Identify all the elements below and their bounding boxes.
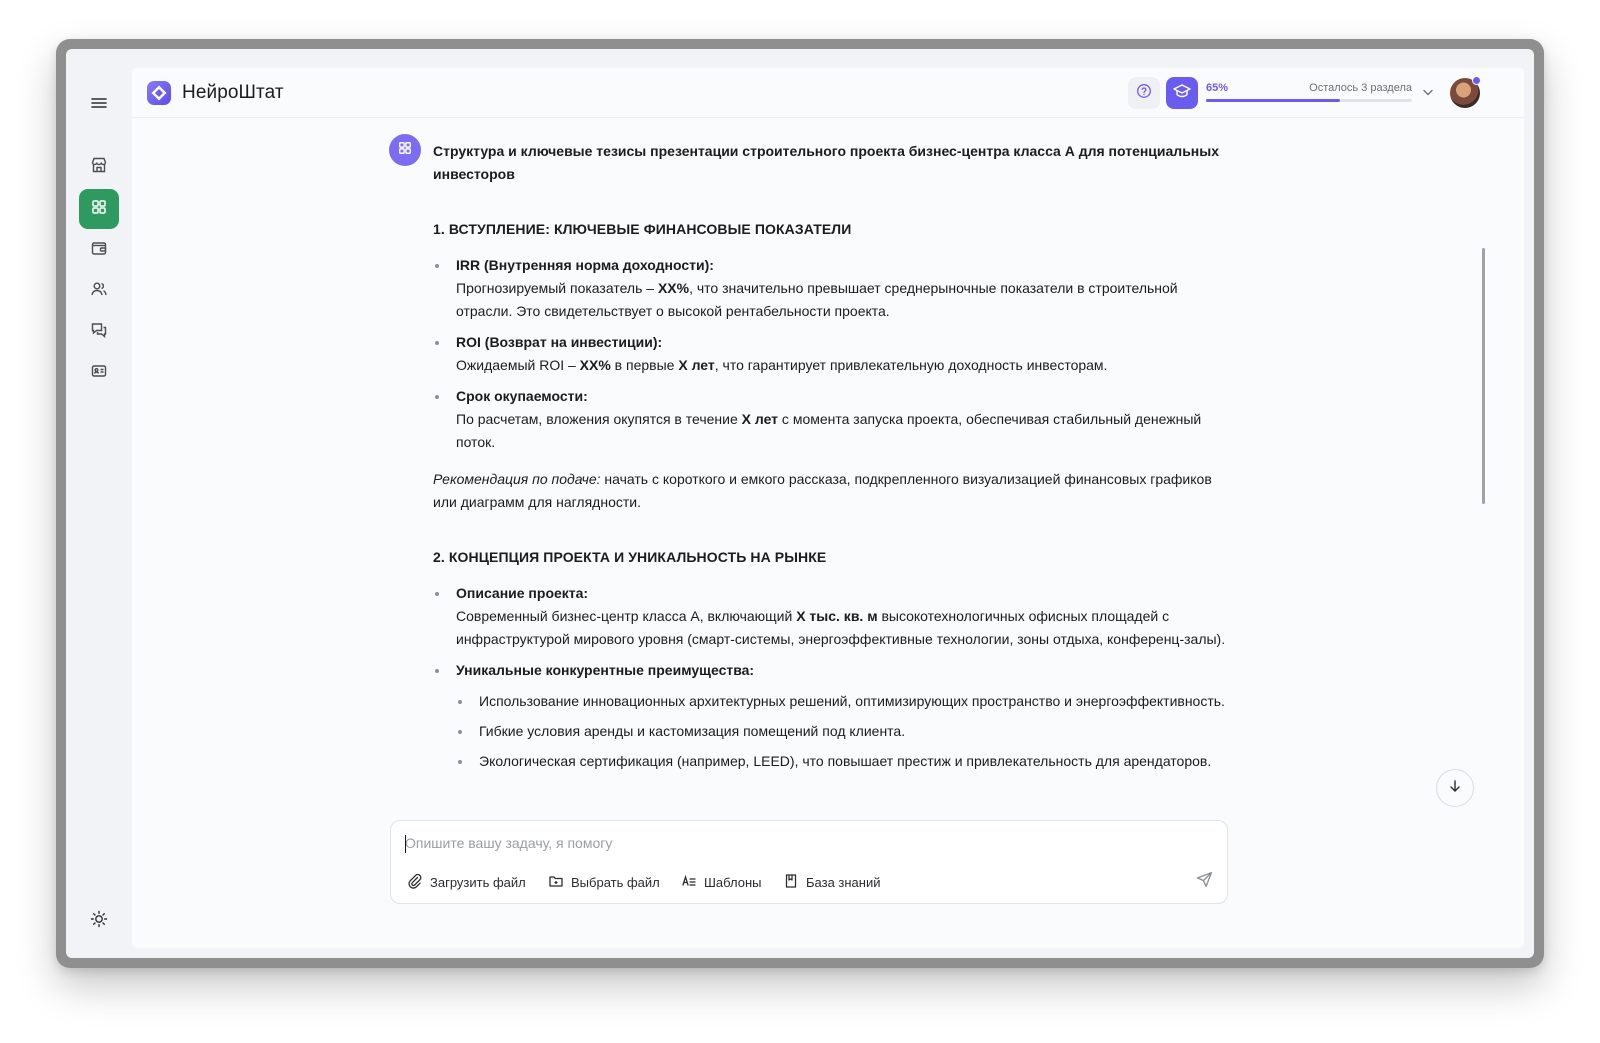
roi-text-end: , что гарантирует привлекательную доходность инвесторам.	[714, 357, 1108, 373]
id-card-icon	[90, 362, 108, 385]
section-1-list	[433, 254, 1233, 454]
templates-label: Шаблоны	[704, 874, 762, 890]
list-item: Использование инновационных архитектурных решений, оптимизирующих пространство и энергоэффективность.	[456, 690, 1233, 713]
graduation-cap-icon	[1173, 83, 1191, 104]
list-item	[433, 385, 1233, 454]
upload-file-button[interactable]	[407, 871, 526, 893]
upload-file-label: Загрузить файл	[430, 874, 526, 890]
composer	[390, 820, 1228, 904]
prompt-input[interactable]	[405, 835, 1105, 851]
payback-text-end: с момента запуска проекта, обеспечивая стабильный денежный поток.	[456, 411, 1202, 450]
roi-years: X лет	[678, 357, 715, 373]
notification-dot	[1472, 76, 1481, 85]
payback-text: По расчетам, вложения окупятся в течение	[456, 411, 742, 427]
progress-remaining: Осталось 3 раздела	[1309, 82, 1412, 94]
recommendation	[433, 468, 1233, 514]
brand-name: НейроШтат	[182, 82, 284, 103]
users-icon	[90, 280, 108, 303]
logo-icon	[146, 80, 172, 106]
roi-label: ROI (Возврат на инвестиции):	[456, 334, 663, 350]
text-caret	[405, 835, 406, 853]
choose-file-button[interactable]	[548, 871, 660, 893]
book-icon	[783, 873, 799, 892]
chat-content	[132, 118, 1524, 818]
scrollbar[interactable]	[1482, 248, 1485, 504]
help-button[interactable]	[1128, 77, 1160, 109]
description-text-end: высокотехнологичных офисных площадей с инфраструктурой мирового уровня (смарт-системы, энергоэффективные технологии, зоны отдыха, конференц-залы).	[456, 608, 1226, 647]
send-icon	[1196, 871, 1213, 893]
description-label: Описание проекта:	[456, 585, 589, 601]
grid-icon	[398, 141, 412, 160]
advantages-label: Уникальные конкурентные преимущества:	[456, 662, 755, 678]
chevron-down-icon[interactable]	[1421, 85, 1435, 99]
roi-value: XX%	[579, 357, 611, 373]
section-1-heading: 1. ВСТУПЛЕНИЕ: КЛЮЧЕВЫЕ ФИНАНСОВЫЕ ПОКАЗАТЕЛИ	[433, 221, 852, 237]
list-item: Экологическая сертификация (например, LEED), что повышает престиж и привлекательность для арендаторов.	[456, 750, 1233, 773]
nav-store[interactable]	[79, 147, 119, 187]
payback-years: X лет	[741, 411, 779, 427]
progress-fill	[1206, 99, 1340, 102]
recommendation-text: начать с короткого и емкого рассказа, подкрепленного визуализацией финансовых графиков или диаграмм для наглядности.	[433, 471, 1212, 510]
arrow-down-icon	[1448, 779, 1462, 798]
irr-text-end: , что значительно превышает среднерыночные показатели в строительной отрасли. Это свидетельствует о высокой рентабельности проекта.	[456, 280, 1178, 319]
irr-value: XX%	[657, 280, 690, 296]
templates-icon	[681, 873, 697, 892]
folder-icon	[548, 873, 564, 892]
irr-label: IRR (Внутренняя норма доходности):	[456, 257, 714, 273]
menu-icon[interactable]	[88, 92, 110, 114]
left-rail	[66, 49, 132, 958]
chat-icon	[90, 321, 108, 344]
list-item	[433, 659, 1233, 773]
assistant-message	[433, 140, 1233, 781]
section-2-list	[433, 582, 1233, 773]
send-button[interactable]	[1193, 871, 1215, 893]
paperclip-icon	[407, 873, 423, 892]
sun-icon[interactable]	[88, 908, 110, 930]
choose-file-label: Выбрать файл	[571, 874, 660, 890]
nav-id-card[interactable]	[79, 353, 119, 393]
roi-text-mid: в первые	[610, 357, 679, 373]
list-item: Гибкие условия аренды и кастомизация помещений под клиента.	[456, 720, 1233, 743]
progress-percent: 65%	[1206, 82, 1229, 94]
description-area: X тыс. кв. м	[796, 608, 878, 624]
section-2-heading: 2. КОНЦЕПЦИЯ ПРОЕКТА И УНИКАЛЬНОСТЬ НА РЫНКЕ	[433, 549, 827, 565]
recommendation-label: Рекомендация по подаче:	[433, 471, 601, 487]
app-screen	[66, 49, 1534, 958]
help-icon	[1136, 83, 1152, 104]
knowledge-base-label: База знаний	[806, 874, 881, 890]
main-panel	[132, 68, 1524, 948]
list-item	[433, 254, 1233, 323]
wallet-icon	[90, 239, 108, 262]
list-item	[433, 331, 1233, 377]
assistant-avatar	[389, 134, 421, 166]
progress-bar	[1206, 99, 1412, 102]
templates-button[interactable]	[681, 871, 762, 893]
list-item	[433, 582, 1233, 651]
nav-chat[interactable]	[79, 312, 119, 352]
grid-icon	[91, 199, 107, 220]
description-text: Современный бизнес-центр класса А, включающий	[456, 608, 797, 624]
store-icon	[90, 156, 108, 179]
nav-grid[interactable]	[79, 189, 119, 229]
nav-users[interactable]	[79, 271, 119, 311]
knowledge-base-button[interactable]	[783, 871, 881, 893]
scroll-down-button[interactable]	[1436, 769, 1474, 807]
top-bar	[132, 68, 1524, 118]
device-frame	[56, 39, 1544, 968]
advantages-list	[456, 690, 1233, 773]
nav-wallet[interactable]	[79, 230, 119, 270]
course-button[interactable]	[1166, 77, 1198, 109]
roi-text: Ожидаемый ROI –	[456, 357, 580, 373]
message-title: Структура и ключевые тезисы презентации строительного проекта бизнес-центра класса А для потенциальных инвесторов	[433, 143, 1220, 182]
payback-label: Срок окупаемости:	[456, 388, 588, 404]
irr-text: Прогнозируемый показатель –	[456, 280, 658, 296]
